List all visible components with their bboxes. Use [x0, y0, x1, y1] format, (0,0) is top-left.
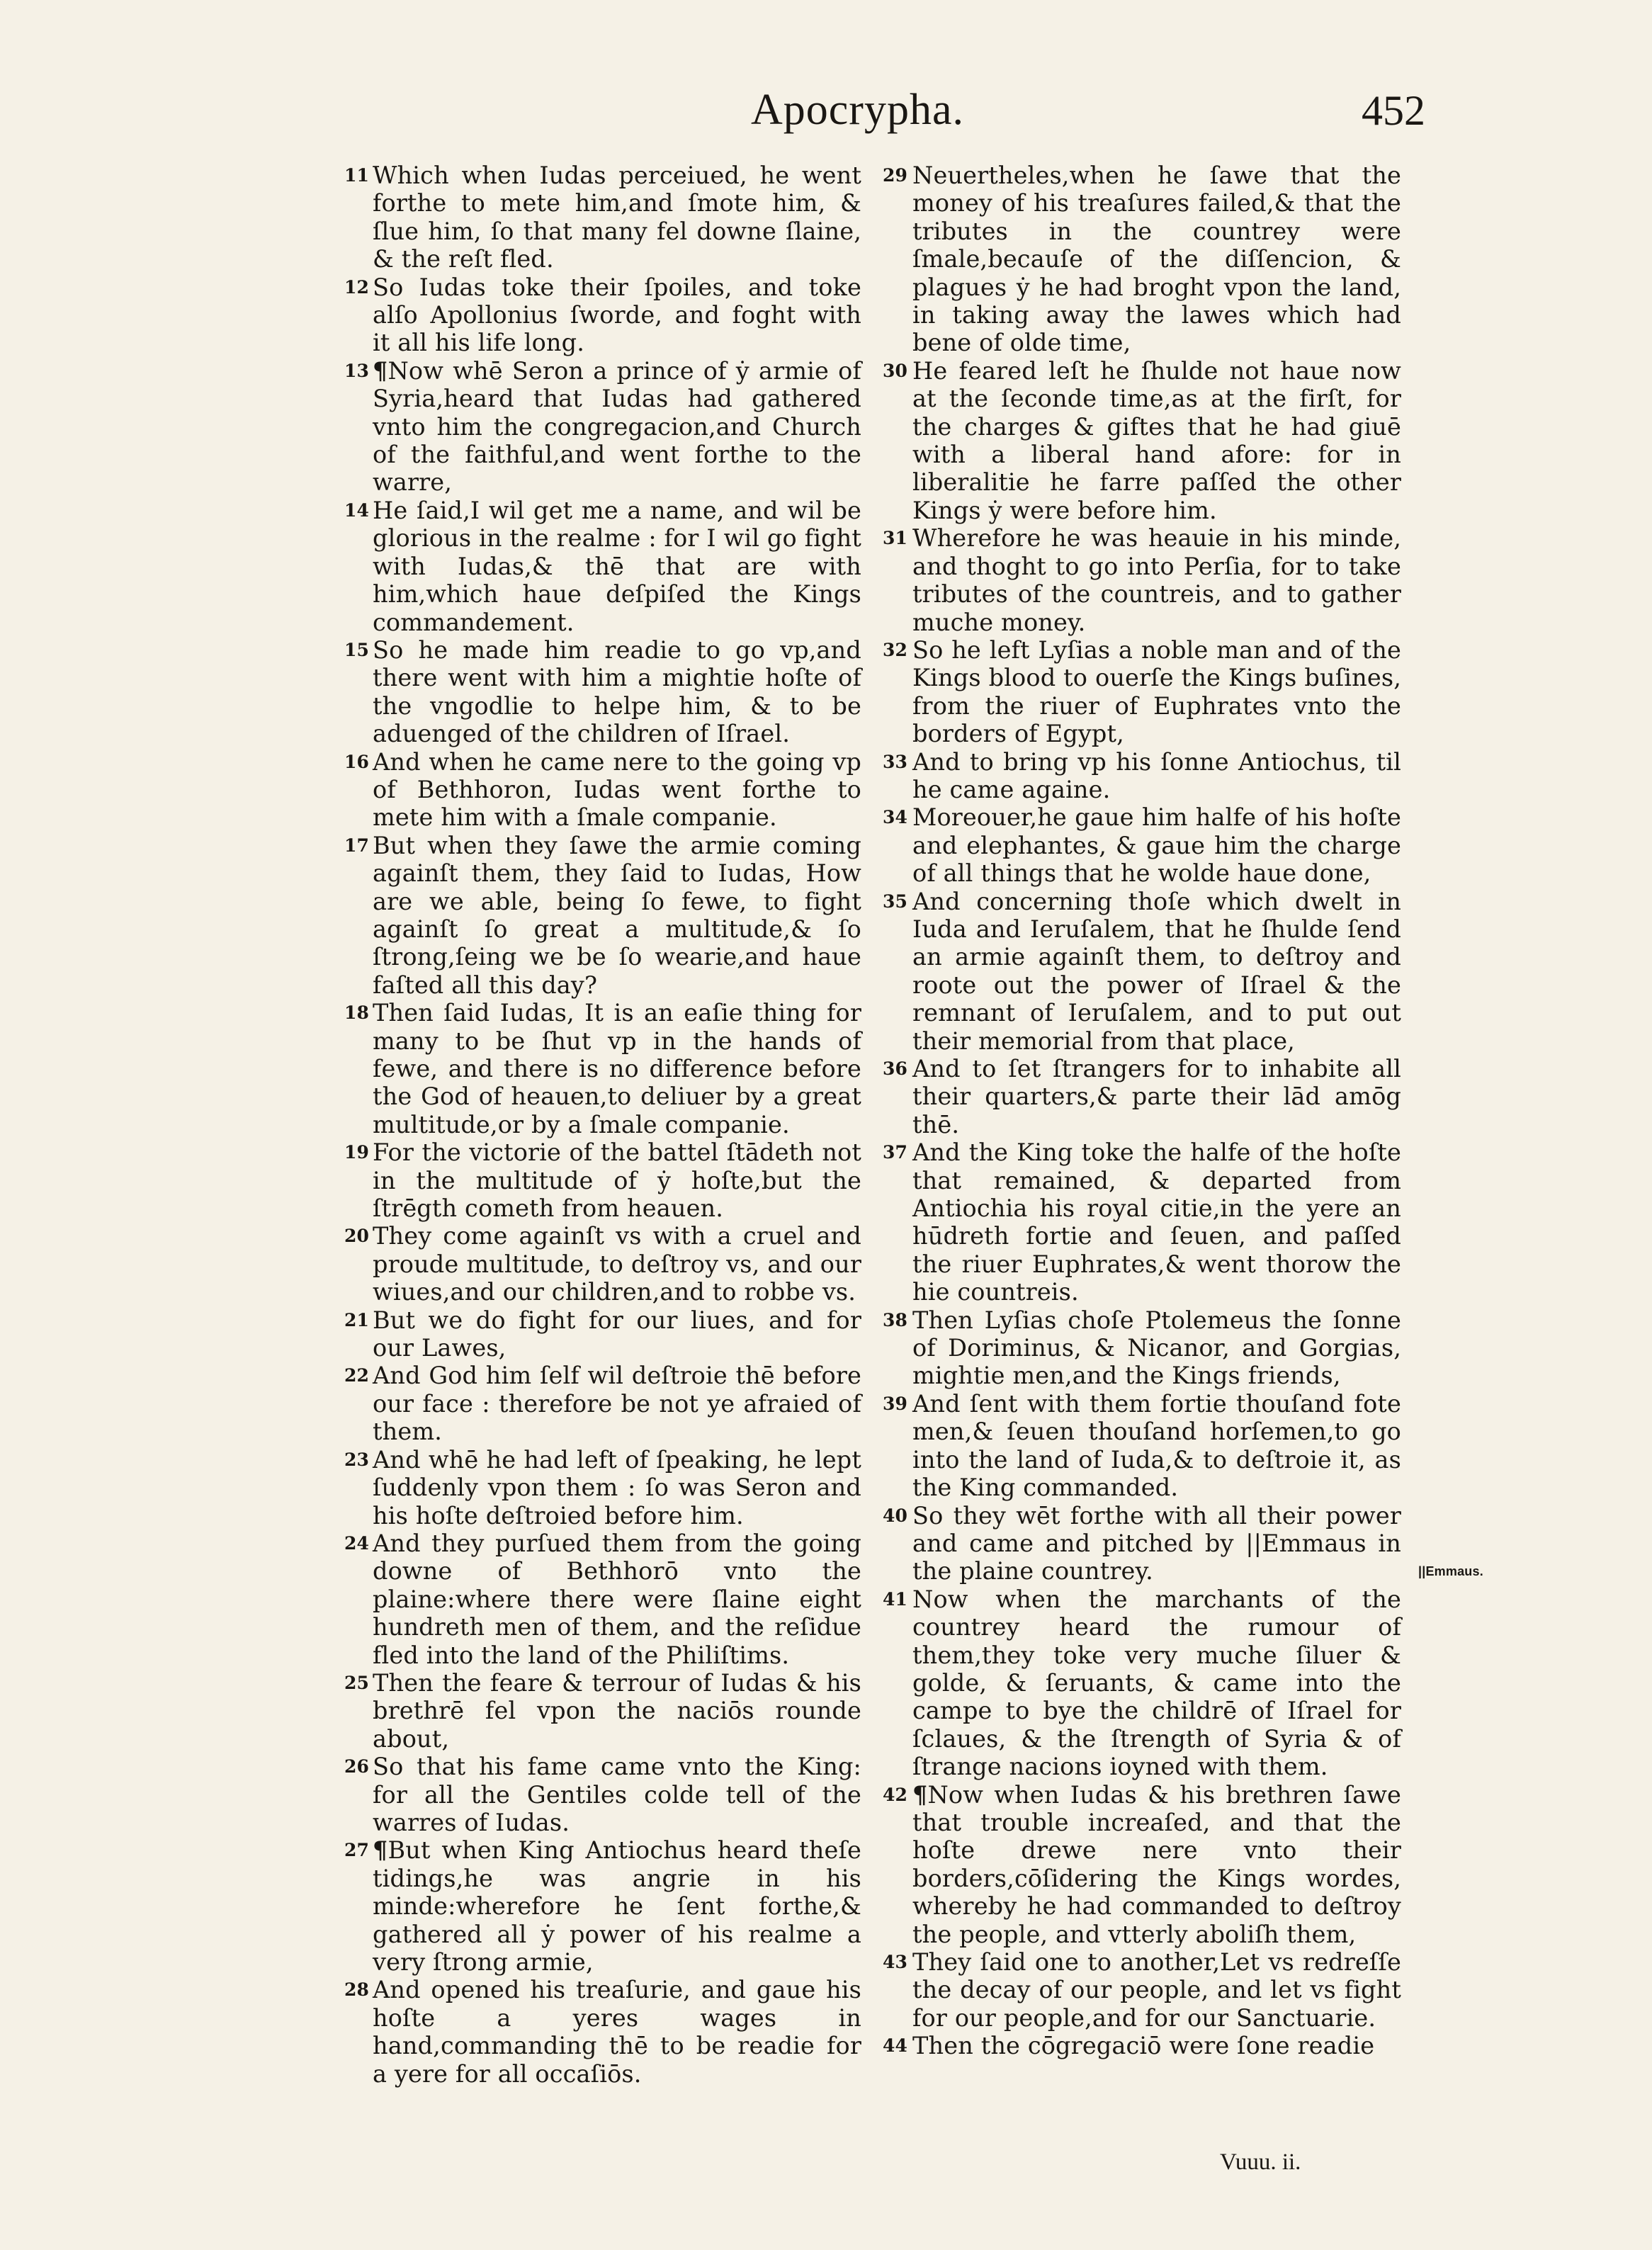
margin-note: ||Emmaus.: [1418, 1564, 1483, 1578]
verse: [884, 357, 1401, 524]
verse: [344, 1138, 861, 1222]
verse-number: 24: [344, 1532, 370, 1554]
verse: [884, 1138, 1401, 1306]
pilcrow-mark: ¶: [373, 1836, 388, 1865]
verse-text: Then Lyſias choſe Ptolemeus the ſonne of Doriminus, & Nicanor, and Gorgias, mightie men,and the Kings friends,: [912, 1306, 1401, 1390]
verse-number: 44: [883, 2035, 908, 2057]
verse-number: 33: [883, 751, 908, 772]
verse-number: 15: [344, 639, 370, 660]
running-head: Apocrypha.: [751, 86, 964, 134]
verse-text: So he left Lyſias a noble man and of the Kings blood to ouerſe the Kings buſines, from the riuer of Euphrates vnto the borders of Egypt,: [912, 635, 1401, 748]
verse-number: 31: [883, 528, 908, 549]
verse-number: 14: [344, 499, 370, 521]
verse: [884, 1390, 1401, 1502]
verse-number: 12: [344, 276, 370, 298]
verse-text: But when they ſawe the armie coming againſt them, they ſaid to Iudas, How are we able, being ſo fewe, to fight againſt ſo great a multitude,& ſo ſtrong,ſeing we be ſo wearie,and haue faſted all this day?: [373, 831, 861, 999]
verse-number: 30: [883, 360, 908, 381]
verse: [884, 1055, 1401, 1138]
verse-text: They come againſt vs with a cruel and proude multitude, to deſtroy vs, and our wiues,and our children,and to robbe vs.: [373, 1222, 861, 1306]
verse-number: 18: [344, 1002, 370, 1024]
verse-number: 37: [883, 1142, 908, 1163]
verse: [344, 357, 861, 497]
verse-text: And to ſet ſtrangers for to inhabite all their quarters,& parte their lād amōg thē.: [912, 1055, 1401, 1138]
verse: [344, 1669, 861, 1753]
verse-text: And they purſued them from the going downe of Bethhorō vnto the plaine:where there were ſlaine eight hundreth men of them, and the reſidue fled into the land of the Philiſtims.: [373, 1529, 861, 1669]
verse: [884, 1781, 1401, 1948]
verse-number: 13: [344, 360, 370, 381]
verse-number: 28: [344, 1979, 370, 2001]
verse-text: Now when Iudas & his brethren ſawe that trouble increaſed, and that the hoſte drewe nere vnto their borders,cōſidering the Kings wordes, whereby he had commanded to deſtroy the people, and vtterly aboliſh them,: [912, 1780, 1401, 1948]
verse-text: Now when the marchants of the countrey heard the rumour of them,they toke very muche ſiluer & golde, & ſeruants, & came into the campe to bye the childrē of Iſrael for ſclaues, & the ſtrength of Syria & of ſtrange nacions ioyned with them.: [912, 1585, 1401, 1781]
verse-text: So Iudas toke their ſpoiles, and toke alſo Apollonius ſworde, and foght with it all his life long.: [373, 273, 861, 357]
verse: [344, 1446, 861, 1530]
verse-text: And opened his treaſurie, and gaue his hoſte a yeres wages in hand,commanding thē to be readie for a yere for all occaſiōs.: [373, 1976, 861, 2088]
verse: [344, 1976, 861, 2088]
verse-number: 17: [344, 835, 370, 856]
verse-text: And whē he had left of ſpeaking, he lept ſuddenly vpon them : ſo was Seron and his hoſte deſtroied before him.: [373, 1445, 861, 1530]
verse-number: 11: [344, 165, 370, 186]
verse-number: 29: [883, 165, 908, 186]
verse: [344, 162, 861, 273]
verse-number: 36: [883, 1058, 908, 1079]
verse-number: 41: [883, 1588, 908, 1610]
pilcrow-mark: ¶: [912, 1780, 928, 1809]
verse-number: 34: [883, 807, 908, 828]
verse: [344, 1530, 861, 1669]
verse-text: They ſaid one to another,Let vs redreſſe the decay of our people, and let vs fight for our people,and for our Sanctuarie.: [912, 1948, 1401, 2032]
verse-text: Neuertheles,when he ſawe that the money of his treaſures failed,& that the tributes in the countrey were ſmale,becauſe of the diſſencion, & plagues ẏ he had broght vpon the land, in taking away the lawes which had bene of olde time,: [912, 162, 1401, 357]
verse: [344, 1222, 861, 1306]
verse-text: And to bring vp his ſonne Antiochus, til he came againe.: [912, 747, 1401, 803]
verse-text: And God him ſelf wil deſtroie thē before our face : therefore be not ye afraied of them.: [373, 1362, 861, 1446]
page-number: 452: [1362, 87, 1425, 134]
verse: [344, 636, 861, 748]
verse-number: 21: [344, 1309, 370, 1330]
verse-number: 38: [883, 1309, 908, 1330]
right-column: [884, 162, 1401, 2060]
verse-number: 27: [344, 1840, 370, 1861]
verse: [344, 999, 861, 1138]
verse-text: And the King toke the halfe of the hoſte that remained, & departed from Antiochia his royal citie,in the yere an hūdreth fortie and ſeuen, and paſſed the riuer Euphrates,& went thorow the hie countreis.: [912, 1138, 1401, 1306]
verse-text: Then ſaid Iudas, It is an eaſie thing for many to be ſhut vp in the hands of fewe, and there is no difference before the God of heauen,to deliuer by a great multitude,or by a ſmale companie.: [373, 999, 861, 1138]
verse-text: So they wēt forthe with all their power and came and pitched by ||Emmaus in the plaine countrey.: [912, 1501, 1401, 1585]
verse-number: 39: [883, 1393, 908, 1414]
verse-text: Now whē Seron a prince of ẏ armie of Syria,heard that Iudas had gathered vnto him the congregacion,and Church of the faithful,and went forthe to the warre,: [373, 356, 861, 497]
left-column: [344, 162, 861, 2088]
verse-text: And when he came nere to the going vp of Bethhoron, Iudas went forthe to mete him with a ſmale companie.: [373, 747, 861, 832]
verse: [884, 1948, 1401, 2032]
verse: [884, 162, 1401, 357]
verse: [344, 273, 861, 357]
verse-number: 26: [344, 1756, 370, 1777]
verse-text: So that his fame came vnto the King: for all the Gentiles colde tell of the warres of Iudas.: [373, 1753, 861, 1836]
verse-number: 22: [344, 1365, 370, 1386]
verse-text: But when King Antiochus heard theſe tidings,he was angrie in his minde:wherefore he ſent forthe,& gathered all ẏ power of his realme a very ſtrong armie,: [373, 1836, 861, 1976]
verse-number: 23: [344, 1449, 370, 1470]
verse: [884, 2032, 1401, 2059]
verse-number: 19: [344, 1142, 370, 1163]
pilcrow-mark: ¶: [373, 356, 388, 385]
verse-text: Moreouer,he gaue him halfe of his hoſte and elephantes, & gaue him the charge of all things that he wolde haue done,: [912, 803, 1401, 888]
verse-text: Which when Iudas perceiued, he went forthe to mete him,and ſmote him, & ſlue him, ſo that many fel downe ſlaine, & the reſt fled.: [373, 162, 861, 273]
verse: [344, 1306, 861, 1362]
catchword: Vuuu. ii.: [1220, 2149, 1301, 2175]
verse: [884, 524, 1401, 636]
verse-number: 35: [883, 891, 908, 912]
verse-text: For the victorie of the battel ſtādeth not in the multitude of ẏ hoſte,but the ſtrēgth cometh from heauen.: [373, 1138, 861, 1223]
verse: [344, 1753, 861, 1836]
verse-number: 40: [883, 1505, 908, 1526]
verse-number: 16: [344, 751, 370, 772]
verse: [884, 1306, 1401, 1390]
verse-number: 42: [883, 1784, 908, 1805]
verse-text: And ſent with them fortie thouſand fote men,& ſeuen thouſand horſemen,to go into the land of Iuda,& to deſtroie it, as the King commanded.: [912, 1389, 1401, 1502]
verse-text: Then the feare & terrour of Iudas & his brethrē fel vpon the naciōs rounde about,: [373, 1668, 861, 1753]
verse: [884, 803, 1401, 887]
verse: [344, 1836, 861, 1976]
verse-text: And concerning thoſe which dwelt in Iuda and Ieruſalem, that he ſhulde ſend an armie againſt them, to deſtroy and roote out the power of Iſrael & the remnant of Ieruſalem, and to put out their memorial from that place,: [912, 887, 1401, 1055]
verse-number: 25: [344, 1672, 370, 1693]
verse: [884, 1502, 1401, 1585]
verse: [884, 748, 1401, 804]
verse-text: Then the cōgregaciō were ſone readie: [912, 2032, 1375, 2060]
verse: [344, 1362, 861, 1445]
verse-text: He feared leſt he ſhulde not haue now at the ſeconde time,as at the firſt, for the charges & giftes that he had giuē with a liberal hand afore: for in liberalitie he farre paſſed the other Kings ẏ were before him.: [912, 356, 1401, 524]
verse: [344, 497, 861, 636]
verse: [344, 832, 861, 999]
verse-text: Wherefore he was heauie in his minde, and thoght to go into Perſia, for to take tributes of the countreis, and to gather muche money.: [912, 524, 1401, 636]
verse: [344, 748, 861, 832]
verse-text: So he made him readie to go vp,and there went with him a mightie hoſte of the vngodlie to helpe him, & to be aduenged of the children of Iſrael.: [373, 635, 861, 748]
verse-text: But we do fight for our liues, and for our Lawes,: [373, 1306, 861, 1362]
verse-number: 43: [883, 1952, 908, 1972]
verse-number: 20: [344, 1226, 370, 1247]
verse: [884, 888, 1401, 1055]
verse: [884, 636, 1401, 748]
verse-number: 32: [883, 639, 908, 660]
verse-text: He ſaid,I wil get me a name, and wil be glorious in the realme : for I wil go fight with Iudas,& thē that are with him,which haue deſpiſed the Kings commandement.: [373, 496, 861, 636]
verse: [884, 1585, 1401, 1781]
